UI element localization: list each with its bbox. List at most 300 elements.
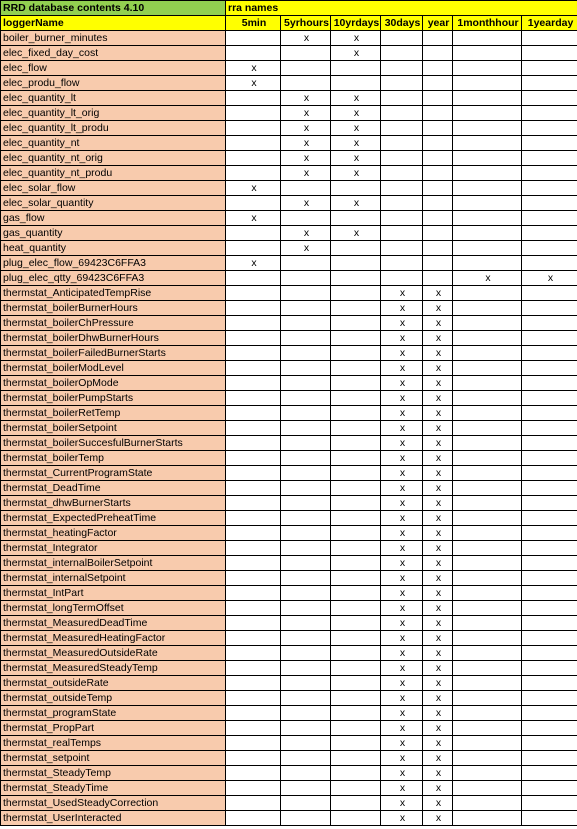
rra-mark-cell[interactable]: x	[281, 121, 331, 136]
rra-mark-cell[interactable]	[331, 181, 381, 196]
rra-mark-cell[interactable]	[453, 181, 522, 196]
rra-mark-cell[interactable]	[331, 586, 381, 601]
rra-mark-cell[interactable]: x	[381, 451, 423, 466]
rra-mark-cell[interactable]	[522, 151, 577, 166]
rra-mark-cell[interactable]	[226, 151, 281, 166]
rra-mark-cell[interactable]	[381, 181, 423, 196]
logger-name-cell[interactable]: thermstat_UserInteracted	[1, 811, 226, 826]
rra-mark-cell[interactable]	[522, 736, 577, 751]
rra-mark-cell[interactable]	[331, 331, 381, 346]
rra-mark-cell[interactable]	[522, 781, 577, 796]
rra-mark-cell[interactable]: x	[423, 616, 453, 631]
rra-mark-cell[interactable]	[226, 316, 281, 331]
logger-name-cell[interactable]: elec_produ_flow	[1, 76, 226, 91]
logger-name-cell[interactable]: elec_quantity_nt_produ	[1, 166, 226, 181]
rra-mark-cell[interactable]	[522, 556, 577, 571]
rra-mark-cell[interactable]: x	[226, 61, 281, 76]
rra-mark-cell[interactable]: x	[423, 286, 453, 301]
logger-name-cell[interactable]: elec_quantity_lt	[1, 91, 226, 106]
rra-mark-cell[interactable]	[226, 781, 281, 796]
rra-mark-cell[interactable]: x	[423, 556, 453, 571]
sheet-title[interactable]: RRD database contents 4.10	[1, 1, 226, 16]
rra-mark-cell[interactable]	[522, 256, 577, 271]
rra-mark-cell[interactable]	[281, 316, 331, 331]
rra-mark-cell[interactable]: x	[381, 661, 423, 676]
rra-mark-cell[interactable]	[522, 451, 577, 466]
rra-mark-cell[interactable]	[226, 511, 281, 526]
rra-mark-cell[interactable]	[522, 676, 577, 691]
rra-mark-cell[interactable]	[522, 496, 577, 511]
rra-mark-cell[interactable]	[522, 106, 577, 121]
rra-mark-cell[interactable]	[423, 181, 453, 196]
rra-mark-cell[interactable]	[522, 721, 577, 736]
logger-name-cell[interactable]: thermstat_SteadyTemp	[1, 766, 226, 781]
rra-mark-cell[interactable]	[226, 196, 281, 211]
rra-mark-cell[interactable]	[226, 121, 281, 136]
rra-mark-cell[interactable]	[381, 121, 423, 136]
rra-mark-cell[interactable]	[453, 736, 522, 751]
rra-mark-cell[interactable]	[281, 526, 331, 541]
rra-mark-cell[interactable]: x	[423, 496, 453, 511]
rra-mark-cell[interactable]	[453, 61, 522, 76]
rra-mark-cell[interactable]	[331, 526, 381, 541]
rra-mark-cell[interactable]: x	[381, 751, 423, 766]
rra-mark-cell[interactable]: x	[281, 166, 331, 181]
logger-name-cell[interactable]: thermstat_PropPart	[1, 721, 226, 736]
rra-mark-cell[interactable]	[453, 766, 522, 781]
rra-mark-cell[interactable]	[226, 391, 281, 406]
rra-mark-cell[interactable]	[522, 331, 577, 346]
logger-name-cell[interactable]: elec_quantity_nt_orig	[1, 151, 226, 166]
rra-mark-cell[interactable]	[522, 196, 577, 211]
rra-mark-cell[interactable]	[331, 766, 381, 781]
rra-mark-cell[interactable]: x	[226, 181, 281, 196]
rra-mark-cell[interactable]	[331, 721, 381, 736]
rra-mark-cell[interactable]	[281, 601, 331, 616]
rra-mark-cell[interactable]	[226, 676, 281, 691]
rra-mark-cell[interactable]: x	[381, 796, 423, 811]
rra-mark-cell[interactable]	[281, 361, 331, 376]
rra-mark-cell[interactable]	[281, 586, 331, 601]
rra-mark-cell[interactable]: x	[281, 241, 331, 256]
logger-name-cell[interactable]: elec_quantity_lt_orig	[1, 106, 226, 121]
rra-mark-cell[interactable]	[226, 556, 281, 571]
rra-mark-cell[interactable]	[226, 466, 281, 481]
rra-mark-cell[interactable]	[423, 136, 453, 151]
rra-mark-cell[interactable]: x	[423, 721, 453, 736]
rra-mark-cell[interactable]: x	[381, 676, 423, 691]
rra-mark-cell[interactable]	[453, 781, 522, 796]
rra-mark-cell[interactable]: x	[423, 796, 453, 811]
rra-mark-cell[interactable]	[281, 271, 331, 286]
rra-mark-cell[interactable]	[423, 226, 453, 241]
rra-mark-cell[interactable]: x	[381, 301, 423, 316]
rra-mark-cell[interactable]	[453, 346, 522, 361]
rra-mark-cell[interactable]	[453, 691, 522, 706]
rra-mark-cell[interactable]	[453, 556, 522, 571]
rra-mark-cell[interactable]	[331, 286, 381, 301]
rra-mark-cell[interactable]	[453, 721, 522, 736]
rra-mark-cell[interactable]	[423, 121, 453, 136]
rra-mark-cell[interactable]	[281, 631, 331, 646]
col-header-5min[interactable]: 5min	[226, 16, 281, 31]
logger-name-cell[interactable]: elec_quantity_lt_produ	[1, 121, 226, 136]
rra-mark-cell[interactable]: x	[381, 571, 423, 586]
rra-mark-cell[interactable]	[522, 571, 577, 586]
rra-mark-cell[interactable]: x	[281, 151, 331, 166]
logger-name-cell[interactable]: gas_quantity	[1, 226, 226, 241]
rra-mark-cell[interactable]: x	[381, 736, 423, 751]
logger-name-cell[interactable]: thermstat_realTemps	[1, 736, 226, 751]
rra-mark-cell[interactable]	[453, 586, 522, 601]
rra-mark-cell[interactable]	[226, 226, 281, 241]
rra-mark-cell[interactable]: x	[331, 91, 381, 106]
rra-mark-cell[interactable]	[226, 331, 281, 346]
rra-mark-cell[interactable]	[226, 406, 281, 421]
rra-mark-cell[interactable]	[281, 676, 331, 691]
rra-mark-cell[interactable]: x	[381, 781, 423, 796]
rra-mark-cell[interactable]: x	[381, 406, 423, 421]
rra-mark-cell[interactable]	[331, 316, 381, 331]
rra-mark-cell[interactable]: x	[423, 781, 453, 796]
rra-mark-cell[interactable]	[381, 196, 423, 211]
logger-name-cell[interactable]: thermstat_boilerPumpStarts	[1, 391, 226, 406]
rra-mark-cell[interactable]	[381, 241, 423, 256]
rra-mark-cell[interactable]	[281, 541, 331, 556]
rra-mark-cell[interactable]	[522, 361, 577, 376]
logger-name-cell[interactable]: thermstat_longTermOffset	[1, 601, 226, 616]
logger-name-cell[interactable]: plug_elec_flow_69423C6FFA3	[1, 256, 226, 271]
rra-mark-cell[interactable]: x	[423, 571, 453, 586]
rra-mark-cell[interactable]	[423, 241, 453, 256]
rra-mark-cell[interactable]: x	[281, 31, 331, 46]
rra-mark-cell[interactable]: x	[423, 766, 453, 781]
rra-mark-cell[interactable]: x	[423, 526, 453, 541]
rra-mark-cell[interactable]	[522, 286, 577, 301]
rra-mark-cell[interactable]	[453, 151, 522, 166]
rra-mark-cell[interactable]: x	[331, 31, 381, 46]
rra-mark-cell[interactable]	[331, 271, 381, 286]
logger-name-cell[interactable]: elec_flow	[1, 61, 226, 76]
rra-mark-cell[interactable]: x	[423, 316, 453, 331]
rra-mark-cell[interactable]	[281, 46, 331, 61]
rra-mark-cell[interactable]	[453, 286, 522, 301]
rra-mark-cell[interactable]: x	[331, 136, 381, 151]
rra-mark-cell[interactable]	[453, 391, 522, 406]
rra-mark-cell[interactable]	[522, 616, 577, 631]
col-header-5yrhours[interactable]: 5yrhours	[281, 16, 331, 31]
rra-mark-cell[interactable]	[281, 766, 331, 781]
rra-mark-cell[interactable]: x	[423, 451, 453, 466]
rra-mark-cell[interactable]	[522, 211, 577, 226]
rra-mark-cell[interactable]	[522, 181, 577, 196]
rra-mark-cell[interactable]: x	[281, 226, 331, 241]
logger-name-cell[interactable]: elec_quantity_nt	[1, 136, 226, 151]
rra-mark-cell[interactable]	[331, 391, 381, 406]
rra-mark-cell[interactable]: x	[381, 361, 423, 376]
rra-mark-cell[interactable]: x	[522, 271, 577, 286]
rra-mark-cell[interactable]: x	[226, 76, 281, 91]
rra-mark-cell[interactable]	[522, 61, 577, 76]
col-header-year[interactable]: year	[423, 16, 453, 31]
rra-mark-cell[interactable]	[522, 466, 577, 481]
rra-mark-cell[interactable]	[522, 226, 577, 241]
rra-mark-cell[interactable]	[331, 346, 381, 361]
rra-mark-cell[interactable]	[423, 46, 453, 61]
logger-name-cell[interactable]: thermstat_ExpectedPreheatTime	[1, 511, 226, 526]
rra-mark-cell[interactable]	[453, 526, 522, 541]
logger-name-cell[interactable]: thermstat_MeasuredOutsideRate	[1, 646, 226, 661]
rra-mark-cell[interactable]	[281, 346, 331, 361]
rra-mark-cell[interactable]: x	[381, 286, 423, 301]
rra-mark-cell[interactable]: x	[281, 196, 331, 211]
rra-mark-cell[interactable]	[453, 121, 522, 136]
rra-mark-cell[interactable]: x	[381, 331, 423, 346]
rra-mark-cell[interactable]: x	[423, 811, 453, 826]
rra-mark-cell[interactable]	[453, 406, 522, 421]
rra-mark-cell[interactable]: x	[331, 151, 381, 166]
rra-mark-cell[interactable]	[522, 766, 577, 781]
rra-mark-cell[interactable]	[522, 706, 577, 721]
rra-mark-cell[interactable]	[226, 736, 281, 751]
rra-mark-cell[interactable]	[522, 646, 577, 661]
rra-mark-cell[interactable]	[281, 376, 331, 391]
rra-mark-cell[interactable]: x	[423, 706, 453, 721]
rra-mark-cell[interactable]	[381, 61, 423, 76]
logger-name-cell[interactable]: thermstat_setpoint	[1, 751, 226, 766]
rra-mark-cell[interactable]: x	[381, 466, 423, 481]
rra-mark-cell[interactable]: x	[381, 481, 423, 496]
rra-mark-cell[interactable]: x	[423, 481, 453, 496]
rra-mark-cell[interactable]	[522, 661, 577, 676]
rra-mark-cell[interactable]: x	[423, 406, 453, 421]
rra-mark-cell[interactable]	[331, 646, 381, 661]
rra-mark-cell[interactable]	[522, 436, 577, 451]
rra-mark-cell[interactable]	[522, 751, 577, 766]
rra-mark-cell[interactable]	[331, 541, 381, 556]
rra-mark-cell[interactable]	[522, 76, 577, 91]
rra-mark-cell[interactable]: x	[423, 391, 453, 406]
rra-mark-cell[interactable]	[226, 346, 281, 361]
logger-name-cell[interactable]: gas_flow	[1, 211, 226, 226]
rra-mark-cell[interactable]	[423, 166, 453, 181]
rra-mark-cell[interactable]: x	[331, 121, 381, 136]
rra-mark-cell[interactable]	[453, 616, 522, 631]
rra-mark-cell[interactable]	[331, 451, 381, 466]
rra-mark-cell[interactable]	[522, 136, 577, 151]
rra-mark-cell[interactable]: x	[381, 511, 423, 526]
rra-mark-cell[interactable]	[281, 211, 331, 226]
rra-mark-cell[interactable]	[226, 106, 281, 121]
rra-mark-cell[interactable]	[453, 421, 522, 436]
logger-name-cell[interactable]: thermstat_IntPart	[1, 586, 226, 601]
logger-name-cell[interactable]: thermstat_internalBoilerSetpoint	[1, 556, 226, 571]
rra-mark-cell[interactable]	[281, 466, 331, 481]
rra-mark-cell[interactable]	[331, 676, 381, 691]
logger-name-cell[interactable]: thermstat_AnticipatedTempRise	[1, 286, 226, 301]
rra-mark-cell[interactable]: x	[381, 601, 423, 616]
rra-mark-cell[interactable]	[453, 601, 522, 616]
rra-mark-cell[interactable]	[522, 166, 577, 181]
rra-mark-cell[interactable]	[281, 571, 331, 586]
rra-mark-cell[interactable]: x	[381, 631, 423, 646]
rra-mark-cell[interactable]	[281, 391, 331, 406]
rra-mark-cell[interactable]	[381, 46, 423, 61]
rra-mark-cell[interactable]	[331, 631, 381, 646]
rra-mark-cell[interactable]	[423, 211, 453, 226]
rra-mark-cell[interactable]	[522, 121, 577, 136]
rra-mark-cell[interactable]	[281, 61, 331, 76]
rra-mark-cell[interactable]: x	[423, 421, 453, 436]
rra-mark-cell[interactable]	[381, 31, 423, 46]
rra-mark-cell[interactable]	[522, 601, 577, 616]
rra-mark-cell[interactable]	[331, 616, 381, 631]
rra-mark-cell[interactable]: x	[381, 811, 423, 826]
rra-mark-cell[interactable]: x	[423, 751, 453, 766]
col-header-1yearday[interactable]: 1yearday	[522, 16, 577, 31]
logger-name-cell[interactable]: thermstat_internalSetpoint	[1, 571, 226, 586]
rra-mark-cell[interactable]	[226, 451, 281, 466]
logger-name-cell[interactable]: heat_quantity	[1, 241, 226, 256]
rra-mark-cell[interactable]: x	[226, 256, 281, 271]
rra-mark-cell[interactable]	[522, 31, 577, 46]
rra-mark-cell[interactable]	[331, 61, 381, 76]
rra-mark-cell[interactable]	[423, 91, 453, 106]
rra-mark-cell[interactable]	[281, 76, 331, 91]
logger-name-cell[interactable]: thermstat_boilerChPressure	[1, 316, 226, 331]
rra-mark-cell[interactable]	[453, 796, 522, 811]
rra-mark-cell[interactable]	[331, 496, 381, 511]
rra-mark-cell[interactable]	[453, 106, 522, 121]
rra-mark-cell[interactable]	[226, 421, 281, 436]
rra-mark-cell[interactable]	[522, 346, 577, 361]
rra-mark-cell[interactable]	[226, 631, 281, 646]
rra-mark-cell[interactable]	[453, 466, 522, 481]
rra-mark-cell[interactable]	[281, 811, 331, 826]
logger-name-cell[interactable]: thermstat_MeasuredHeatingFactor	[1, 631, 226, 646]
rra-mark-cell[interactable]	[423, 151, 453, 166]
rra-mark-cell[interactable]: x	[423, 676, 453, 691]
rra-mark-cell[interactable]	[453, 631, 522, 646]
rra-mark-cell[interactable]	[226, 601, 281, 616]
logger-name-cell[interactable]: thermstat_dhwBurnerStarts	[1, 496, 226, 511]
rra-mark-cell[interactable]	[453, 676, 522, 691]
rra-mark-cell[interactable]	[281, 751, 331, 766]
rra-mark-cell[interactable]	[453, 511, 522, 526]
rra-mark-cell[interactable]	[281, 556, 331, 571]
rra-mark-cell[interactable]: x	[381, 766, 423, 781]
rra-mark-cell[interactable]	[381, 226, 423, 241]
rra-mark-cell[interactable]: x	[331, 46, 381, 61]
rra-mark-cell[interactable]	[281, 181, 331, 196]
rra-mark-cell[interactable]	[522, 481, 577, 496]
rra-mark-cell[interactable]: x	[381, 421, 423, 436]
rra-mark-cell[interactable]	[331, 376, 381, 391]
rra-mark-cell[interactable]: x	[281, 91, 331, 106]
rra-mark-cell[interactable]	[281, 301, 331, 316]
rra-mark-cell[interactable]	[281, 721, 331, 736]
rra-mark-cell[interactable]	[281, 481, 331, 496]
rra-mark-cell[interactable]	[453, 91, 522, 106]
rra-mark-cell[interactable]	[331, 211, 381, 226]
rra-mark-cell[interactable]: x	[331, 106, 381, 121]
rra-mark-cell[interactable]	[453, 301, 522, 316]
rra-mark-cell[interactable]	[453, 496, 522, 511]
logger-name-cell[interactable]: thermstat_boilerTemp	[1, 451, 226, 466]
rra-mark-cell[interactable]: x	[423, 601, 453, 616]
rra-mark-cell[interactable]	[281, 256, 331, 271]
rra-mark-cell[interactable]	[453, 571, 522, 586]
rra-mark-cell[interactable]	[226, 811, 281, 826]
rra-mark-cell[interactable]: x	[423, 466, 453, 481]
logger-name-cell[interactable]: thermstat_CurrentProgramState	[1, 466, 226, 481]
rra-mark-cell[interactable]: x	[423, 331, 453, 346]
rra-mark-cell[interactable]: x	[381, 646, 423, 661]
rra-mark-cell[interactable]	[226, 136, 281, 151]
logger-name-cell[interactable]: thermstat_DeadTime	[1, 481, 226, 496]
logger-name-cell[interactable]: thermstat_boilerBurnerHours	[1, 301, 226, 316]
logger-name-cell[interactable]: thermstat_heatingFactor	[1, 526, 226, 541]
rra-mark-cell[interactable]: x	[381, 526, 423, 541]
rra-mark-cell[interactable]	[522, 316, 577, 331]
rra-mark-cell[interactable]: x	[423, 376, 453, 391]
rra-mark-cell[interactable]	[226, 166, 281, 181]
rra-mark-cell[interactable]: x	[381, 691, 423, 706]
rra-mark-cell[interactable]: x	[423, 361, 453, 376]
rra-mark-cell[interactable]	[226, 301, 281, 316]
logger-name-cell[interactable]: thermstat_boilerOpMode	[1, 376, 226, 391]
rra-mark-cell[interactable]: x	[381, 541, 423, 556]
rra-mark-cell[interactable]: x	[423, 691, 453, 706]
rra-mark-cell[interactable]	[453, 226, 522, 241]
rra-mark-cell[interactable]	[381, 106, 423, 121]
rra-mark-cell[interactable]	[522, 421, 577, 436]
rra-mark-cell[interactable]	[453, 136, 522, 151]
rra-mark-cell[interactable]	[226, 526, 281, 541]
rra-mark-cell[interactable]: x	[423, 661, 453, 676]
rra-mark-cell[interactable]: x	[381, 586, 423, 601]
rra-mark-cell[interactable]: x	[381, 316, 423, 331]
logger-name-cell[interactable]: elec_solar_quantity	[1, 196, 226, 211]
rra-mark-cell[interactable]	[522, 586, 577, 601]
rra-mark-cell[interactable]	[281, 406, 331, 421]
rra-mark-cell[interactable]	[522, 691, 577, 706]
logger-name-cell[interactable]: thermstat_boilerDhwBurnerHours	[1, 331, 226, 346]
rra-mark-cell[interactable]	[331, 76, 381, 91]
logger-name-cell[interactable]: thermstat_Integrator	[1, 541, 226, 556]
col-header-30days[interactable]: 30days	[381, 16, 423, 31]
rra-mark-cell[interactable]: x	[381, 436, 423, 451]
rra-mark-cell[interactable]	[453, 661, 522, 676]
rra-mark-cell[interactable]	[281, 286, 331, 301]
rra-mark-cell[interactable]	[281, 796, 331, 811]
rra-mark-cell[interactable]	[226, 586, 281, 601]
rra-mark-cell[interactable]	[226, 436, 281, 451]
rra-mark-cell[interactable]	[226, 46, 281, 61]
rra-mark-cell[interactable]	[331, 241, 381, 256]
rra-mark-cell[interactable]	[522, 631, 577, 646]
rra-mark-cell[interactable]: x	[381, 721, 423, 736]
rra-mark-cell[interactable]: x	[423, 586, 453, 601]
logger-name-cell[interactable]: boiler_burner_minutes	[1, 31, 226, 46]
rra-mark-cell[interactable]	[453, 361, 522, 376]
rra-mark-cell[interactable]	[423, 271, 453, 286]
rra-mark-cell[interactable]: x	[453, 271, 522, 286]
rra-mark-cell[interactable]	[226, 541, 281, 556]
logger-name-cell[interactable]: elec_fixed_day_cost	[1, 46, 226, 61]
rra-mark-cell[interactable]	[281, 436, 331, 451]
rra-mark-cell[interactable]: x	[381, 496, 423, 511]
